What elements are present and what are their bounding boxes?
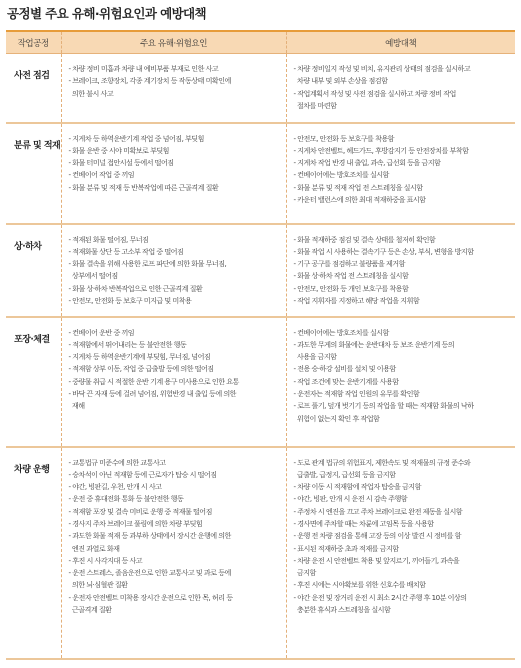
list-item: - 운전자는 적재함 작업 인원의 유무를 확인함 — [293, 388, 420, 398]
list-item: - 화물 상·하차 작업 전 스트레칭을 실시함 — [293, 271, 409, 281]
list-item: 절차를 마련함 — [293, 100, 337, 110]
hazards-cell — [61, 54, 286, 123]
list-item: - 중량물 취급 시 적절한 운반 기계 용구 미사용으로 인한 요통 — [68, 376, 239, 386]
measures-list — [287, 54, 516, 118]
list-item: - 적재함 상부 이동, 작업 중 급출발 등에 의한 떨어짐 — [68, 364, 214, 374]
measures-cell — [286, 447, 515, 659]
hazards-cell — [61, 224, 286, 317]
hazards-cell — [61, 447, 286, 659]
list-item: - 차량 정비일지 작성 및 비치, 유지관리 상태의 점검을 실시하고 — [293, 64, 471, 73]
header-hazards: 주요 유해·위험요인 — [61, 31, 286, 54]
header-process: 작업공정 — [6, 31, 61, 54]
list-item: - 과도한 무게의 화물에는 운반대차 등 보조 운반기계 등의 — [293, 339, 455, 349]
list-item: - 브레이크, 조향장치, 각종 계기장치 등 작동상태 미확인에 — [68, 76, 231, 86]
list-item: - 안전모, 안전화 등 개인 보호구를 착용함 — [293, 283, 409, 293]
hazards-list — [62, 124, 286, 200]
process-cell: 사전 점검 — [6, 54, 61, 123]
measures-list — [287, 318, 516, 431]
list-item: - 과도한 화물 적재 등 과부하 상태에서 장시간 운행에 의한 — [68, 531, 231, 541]
list-item: 금지함 — [293, 568, 316, 578]
list-item: - 차량 이동 시 적재함에 작업자 탑승을 금지함 — [293, 482, 421, 492]
hazards-list — [62, 54, 286, 106]
list-item: - 지게차 등 하역운반기계에 부딪힘, 무너짐, 넘어짐 — [68, 352, 211, 362]
list-item: - 화물 상·하차 반복작업으로 인한 근골격계 질환 — [68, 283, 203, 293]
measures-cell — [286, 317, 515, 447]
list-item: - 화물 분류 및 적재 작업 전 스트레칭을 실시함 — [293, 182, 423, 192]
list-item: - 차량 정비 미흡과 차량 내 예비부품 부재로 인한 사고 — [68, 64, 219, 73]
list-item: 차량 내부 및 외부 손상을 점검함 — [293, 76, 388, 86]
list-item: - 지게차 등 하역운반기계 작업 중 넘어짐, 부딪힘 — [68, 133, 204, 143]
list-item: - 화물 터미널 접안시설 등에서 떨어짐 — [68, 158, 174, 168]
measures-cell — [286, 54, 515, 123]
list-item: - 운전 중 휴대전화 통화 등 불안전한 행동 — [68, 494, 184, 504]
list-item: - 적재된 화물 떨어짐, 무너짐 — [68, 234, 149, 244]
list-item: 상부에서 떨어짐 — [68, 271, 118, 281]
list-item: - 바닥 끈 자재 등에 걸려 넘어짐, 위험반경 내 출입 등에 의한 — [68, 388, 236, 398]
list-item: - 지게차 작업 반경 내 출입, 과속, 급선회 등을 금지함 — [293, 158, 441, 168]
list-item: - 경사면에 주차할 때는 차륜에 고임목 등을 사용함 — [293, 518, 434, 528]
list-item: - 적재화물 상단 등 고소부 작업 중 떨어짐 — [68, 246, 184, 256]
list-item: - 컨베이어 작업 중 끼임 — [68, 170, 135, 180]
list-item: - 로프 풀기, 덮개 벗기기 등의 작업을 할 때는 적재함 화물의 낙하 — [293, 401, 474, 411]
list-item: - 안전모, 안전화 등 보호구 미지급 및 미착용 — [68, 295, 192, 305]
list-item: - 표시된 적재하중 초과 적재를 금지함 — [293, 543, 399, 553]
hazards-cell — [61, 317, 286, 447]
list-item: - 운전자 안전벨트 미착용 장시간 운전으로 인한 목, 허리 등 — [68, 592, 233, 602]
list-item: - 화물 적재하중 점검 및 결속 상태를 철저히 확인함 — [293, 234, 436, 244]
table-row — [6, 123, 515, 224]
list-item: - 컨베이어에는 방호조치를 실시함 — [293, 327, 389, 337]
list-item: - 안전모, 안전화 등 보호구를 착용함 — [293, 133, 394, 143]
list-item: - 차량 운전 시 안전벨트 착용 및 앞지르기, 끼어들기, 과속을 — [293, 555, 460, 565]
list-item: - 작업 조건에 맞는 운반기계를 사용함 — [293, 376, 399, 386]
list-item: - 경사지 주차 브레이크 풀림에 의한 차량 부딪힘 — [68, 518, 203, 528]
list-item: - 적재함 포장 및 결속 미비로 운행 중 적재물 떨어짐 — [68, 506, 212, 516]
list-item: 사용을 금지함 — [293, 352, 337, 362]
process-cell: 포장·체결 — [6, 317, 61, 447]
list-item: - 승차석이 아닌 적재함 등에 근로자가 탑승 시 떨어짐 — [68, 469, 217, 479]
list-item: - 작업 지휘자를 지정하고 해당 작업을 지휘함 — [293, 295, 420, 305]
process-cell: 차량 운행 — [6, 447, 61, 659]
list-item: - 적재함에서 뛰어내리는 등 불안전한 행동 — [68, 339, 187, 349]
table-header-row — [6, 31, 515, 54]
list-item: - 작업계획서 작성 및 사전 점검을 실시하고 차량 정비 작업 — [293, 88, 456, 98]
header-measures: 예방대책 — [286, 31, 515, 54]
list-item: 재해 — [68, 401, 85, 411]
table-row — [6, 224, 515, 317]
list-item: 충분한 휴식과 스트레칭을 실시함 — [293, 605, 391, 615]
hazards-cell — [61, 123, 286, 224]
measures-list — [287, 225, 516, 314]
measures-list — [287, 448, 516, 623]
hazards-list — [62, 318, 286, 419]
list-item: - 전용 승·하강 설비를 설치 및 이용함 — [293, 364, 396, 374]
list-item: - 화물 분류 및 적재 등 반복작업에 따른 근골격계 질환 — [68, 182, 219, 192]
list-item: 의한 뇌·심혈관 질환 — [68, 580, 128, 590]
table-row — [6, 54, 515, 123]
list-item: - 지게차 안전벨트, 헤드가드, 후방감지기 등 안전장치를 부착함 — [293, 145, 469, 155]
document-title: 공정별 주요 유해·위험요인과 예방대책 — [7, 6, 207, 21]
list-item: - 주정차 시 엔진을 끄고 주차 브레이크로 완전 제동을 실시함 — [293, 506, 463, 516]
list-item: - 컨베이어 운반 중 끼임 — [68, 327, 135, 337]
measures-cell — [286, 123, 515, 224]
table-row — [6, 317, 515, 447]
list-item: - 후진 시에는 시야확보를 위한 신호수를 배치함 — [293, 580, 426, 590]
list-item: - 화물 결속을 위해 사용한 로프 파단에 의한 화물 무너짐, — [68, 259, 227, 269]
list-item: - 교통법규 미준수에 의한 교통사고 — [68, 457, 166, 467]
list-item: - 운행 전 차량 점검을 통해 고장 등의 이상 발견 시 정비를 함 — [293, 531, 461, 541]
list-item: - 기구 공구를 점검하고 불량품을 제거함 — [293, 259, 405, 269]
hazards-list — [62, 225, 286, 314]
hazards-list — [62, 448, 286, 623]
list-item: 의한 불시 사고 — [68, 88, 114, 98]
list-item: - 화물 운반 중 시야 미확보로 부딪힘 — [68, 145, 169, 155]
process-cell: 분류 및 적재 — [6, 123, 61, 224]
list-item: 급출발, 급정지, 급선회 등을 금지함 — [293, 469, 396, 479]
list-item: - 운전 스트레스, 졸음운전으로 인한 교통사고 및 과로 등에 — [68, 568, 231, 578]
list-item: - 컨베이어에는 방호조치를 실시함 — [293, 170, 389, 180]
measures-list — [287, 124, 516, 213]
list-item: 위험이 없는지 확인 후 작업함 — [293, 413, 380, 423]
hazard-table — [6, 30, 515, 660]
measures-cell — [286, 224, 515, 317]
list-item: 엔진 과열로 화재 — [68, 543, 120, 553]
list-item: - 도로 관계 법규의 위험표지, 제한속도 및 적재물의 규정 준수와 — [293, 457, 471, 467]
list-item: - 후진 시 사각지대 등 사고 — [68, 555, 143, 565]
table-row — [6, 447, 515, 659]
list-item: - 화물 작업 시 사용하는 결속기구 등은 손상, 부식, 변형을 방지함 — [293, 246, 474, 256]
list-item: - 야간 운전 및 장거리 운전 시 최소 2시간 주행 후 10분 이상의 — [293, 592, 467, 602]
list-item: - 야간, 빙판길, 우천, 안개 시 사고 — [68, 482, 162, 492]
list-item: - 카운터 밸런스에 의한 최대 적재하중을 표시함 — [293, 194, 426, 204]
list-item: 근골격계 질환 — [68, 605, 112, 615]
process-cell: 상·하차 — [6, 224, 61, 317]
list-item: - 야간, 빙판, 안개 시 운전 시 감속 주행함 — [293, 494, 408, 504]
